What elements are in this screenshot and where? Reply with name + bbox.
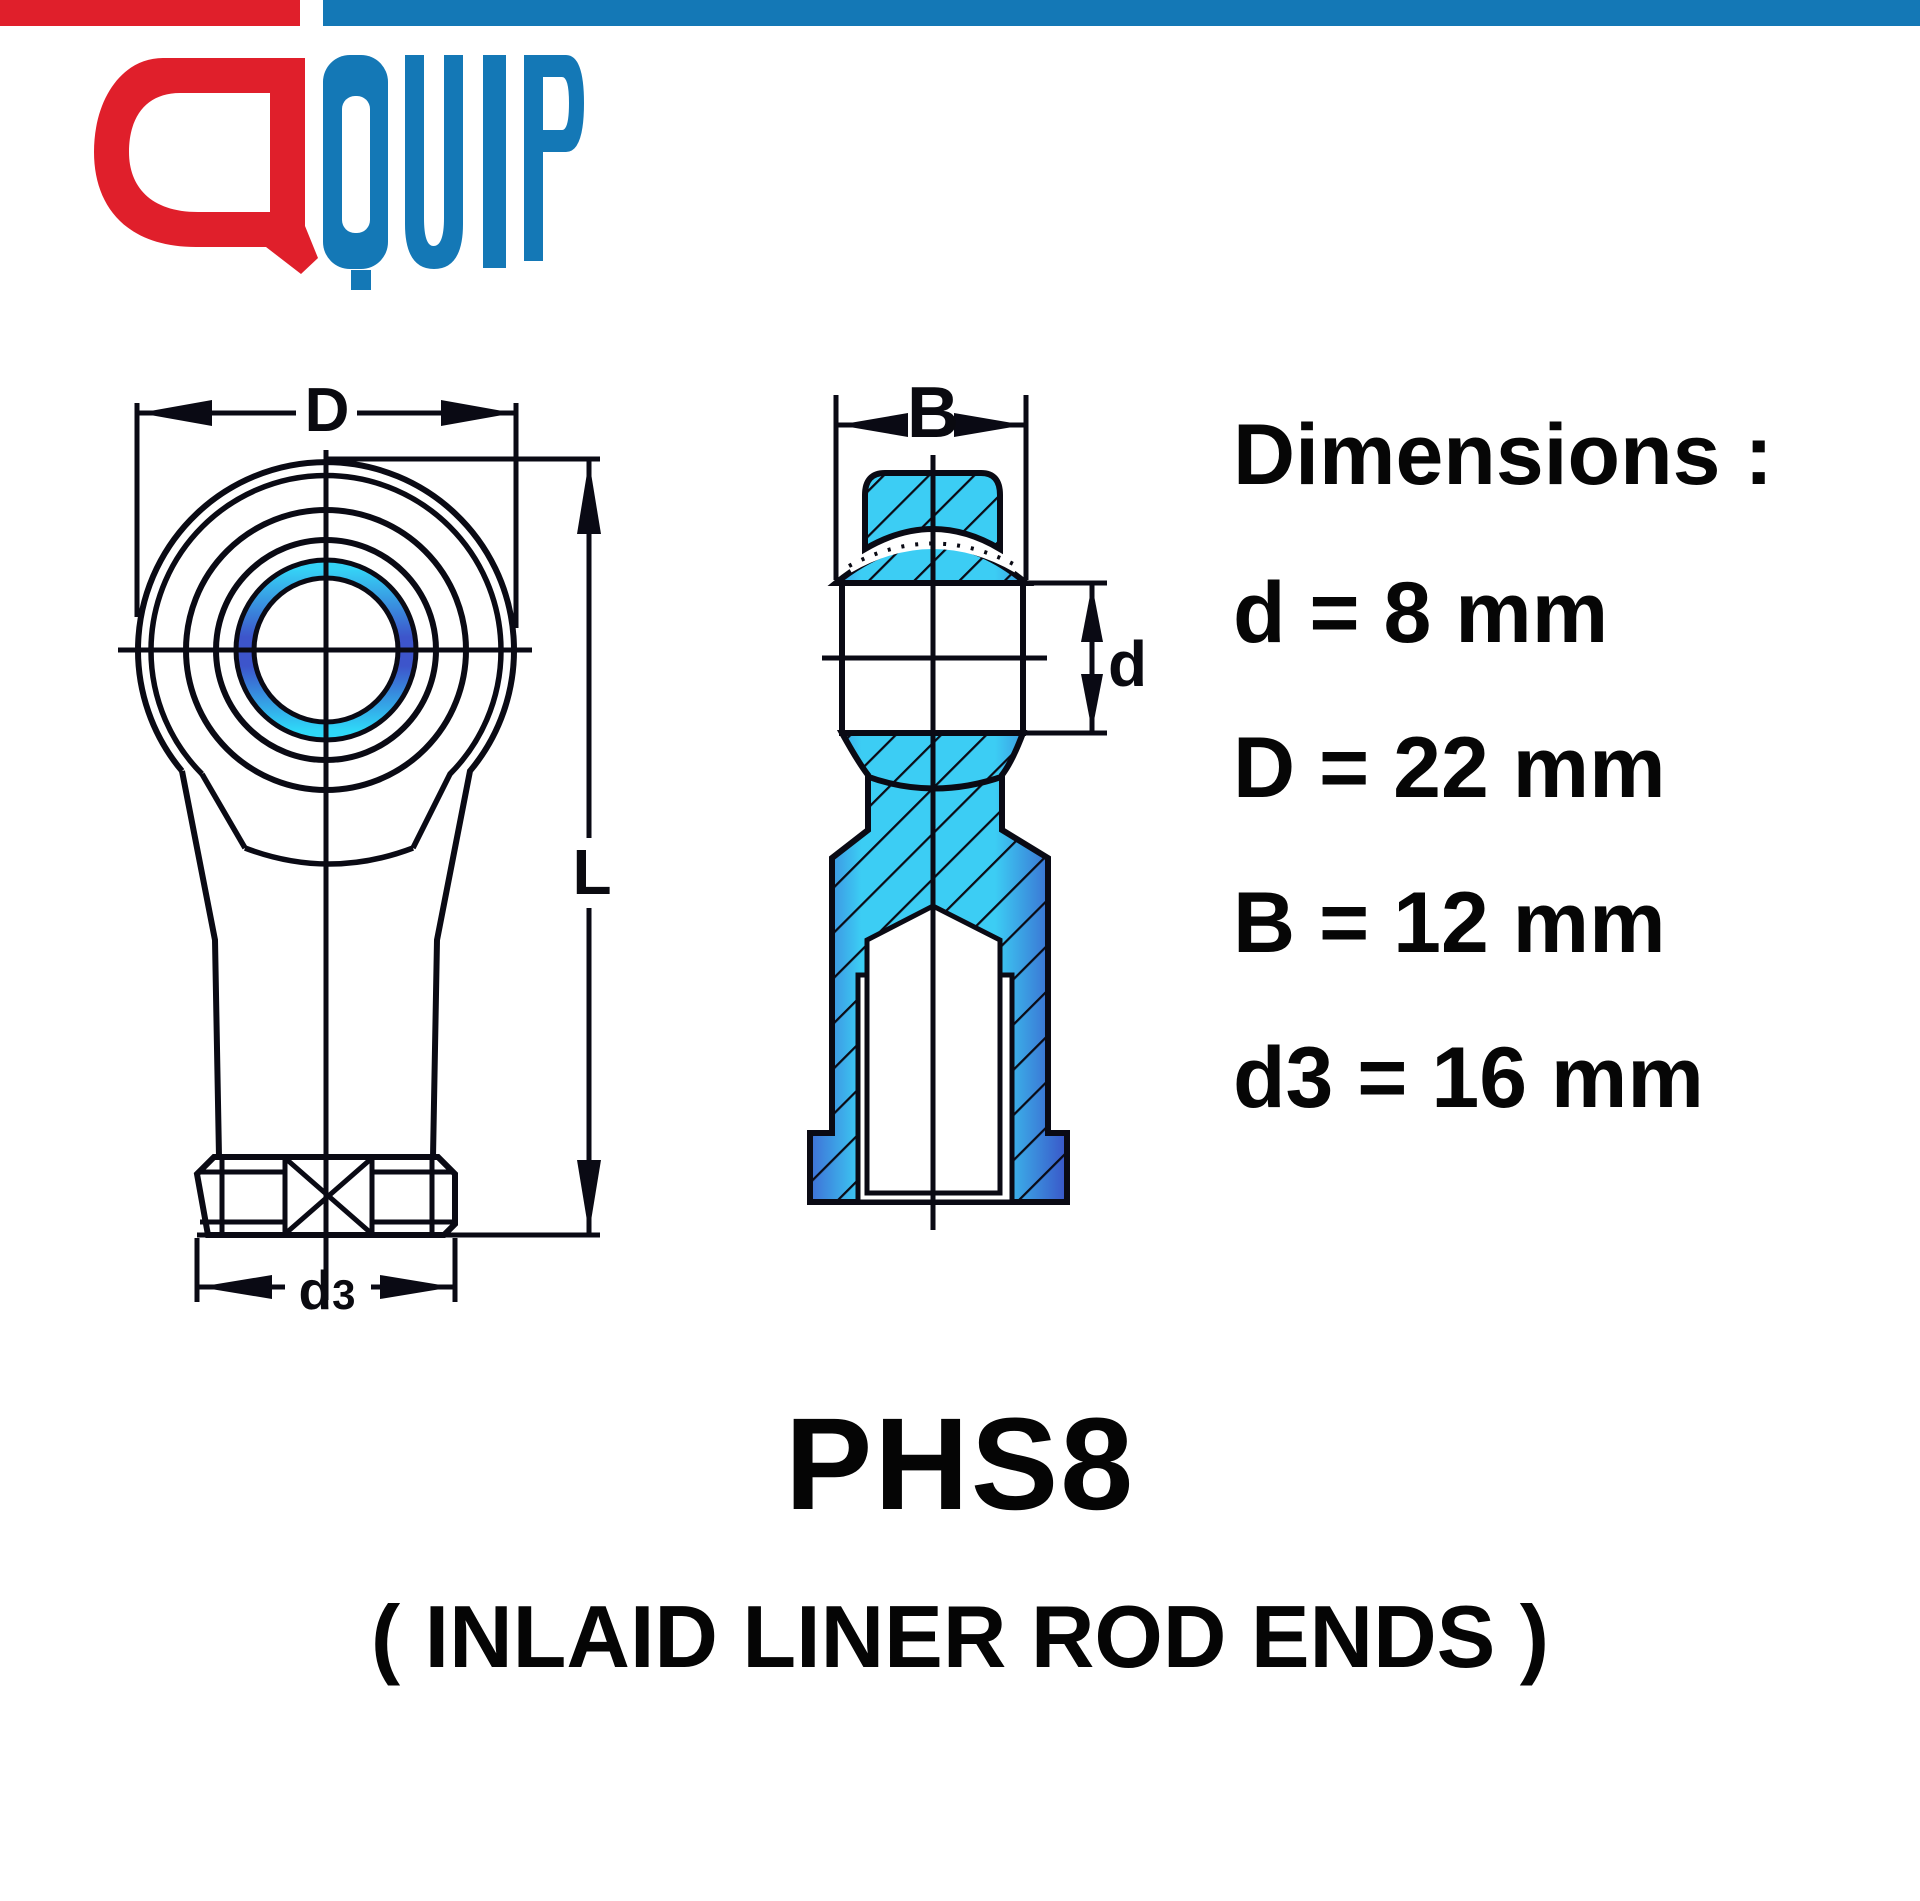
dimension-item-B: B = 12 mm: [1233, 875, 1666, 971]
dimension-item-D: D = 22 mm: [1233, 720, 1666, 816]
front-dim-label-L: L: [572, 836, 612, 908]
side-dim-label-d: d: [1108, 628, 1148, 700]
dimensions-title: Dimensions :: [1233, 407, 1773, 503]
dim-L: [197, 459, 601, 1235]
side-dim-label-B: B: [907, 373, 959, 453]
product-code: PHS8: [784, 1390, 1136, 1537]
dimension-item-d3: d3 = 16 mm: [1233, 1030, 1704, 1126]
product-category: ( INLAID LINER ROD ENDS ): [370, 1587, 1550, 1686]
side-view-drawing: [810, 395, 1107, 1230]
front-view-drawing: [118, 400, 601, 1302]
front-dim-label-d3: d3: [298, 1259, 356, 1321]
dimension-item-d: d = 8 mm: [1233, 565, 1609, 661]
front-dim-label-D: D: [304, 376, 350, 445]
